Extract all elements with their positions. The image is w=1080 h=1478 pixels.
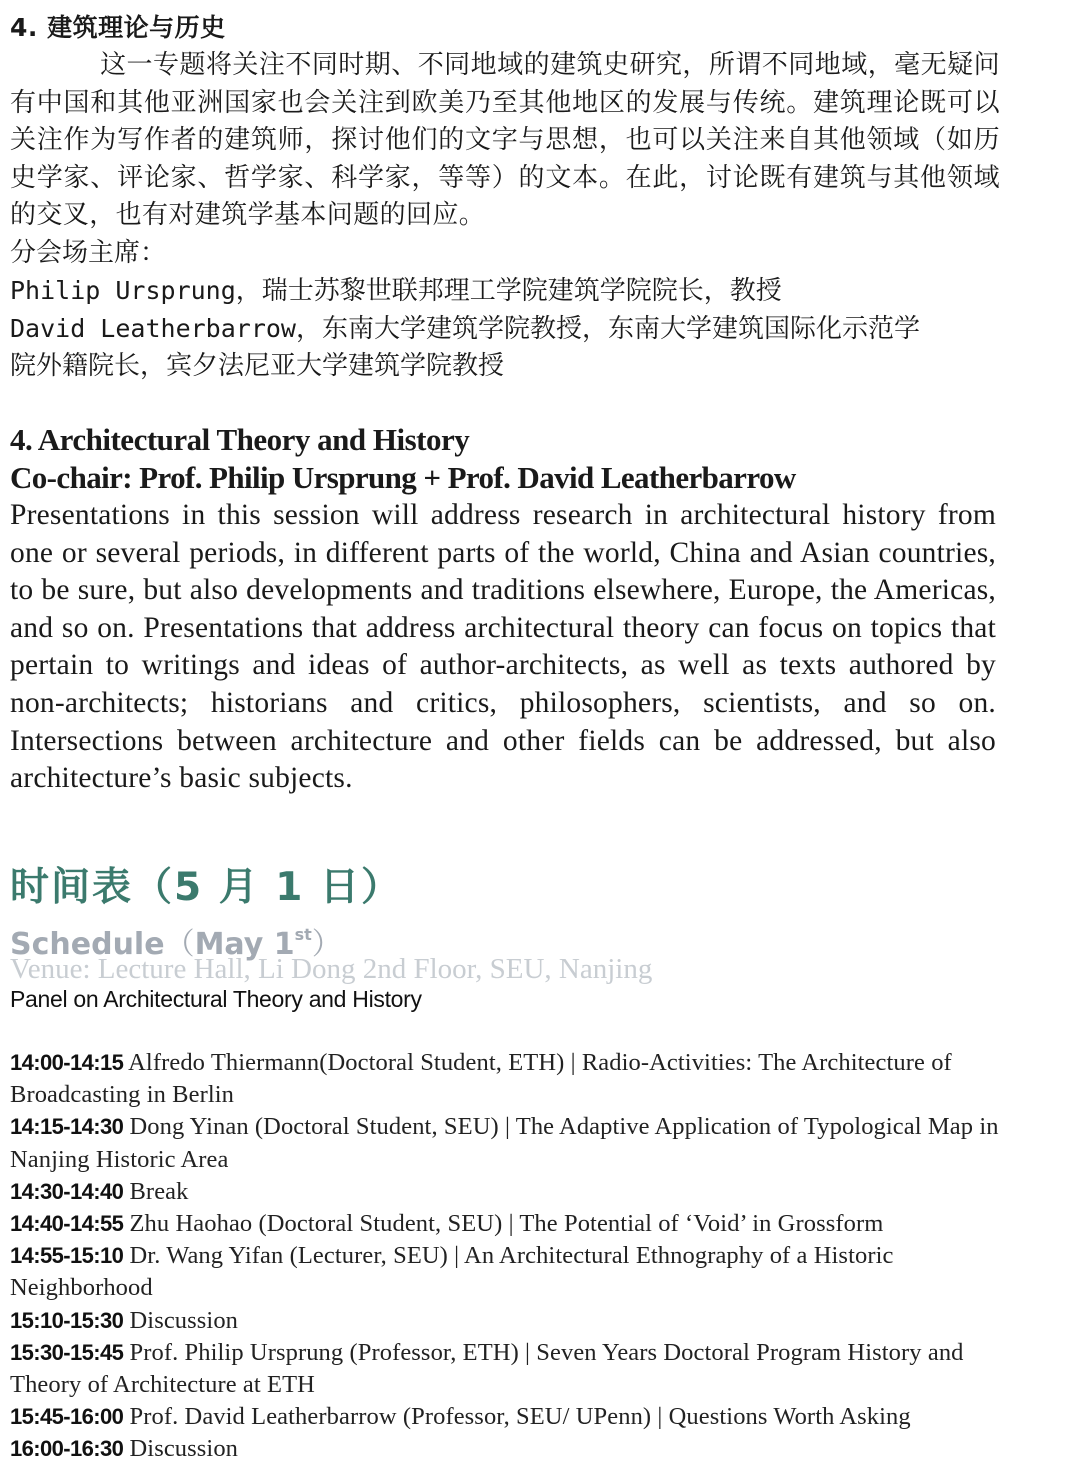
schedule-time: 14:30-14:40 <box>10 1178 124 1204</box>
schedule-time: 15:10-15:30 <box>10 1307 124 1333</box>
schedule-desc: Dr. Wang Yifan (Lecturer, SEU) | An Architectural Ethnography of a Historic Neighborhood <box>10 1242 894 1302</box>
schedule-time: 14:40-14:55 <box>10 1211 124 1237</box>
venue-line: Venue: Lecture Hall, Li Dong 2nd Floor, SEU, Nanjing <box>10 953 653 985</box>
zh-paragraph-text: 这一专题将关注不同时期、不同地域的建筑史研究，所谓不同地域，毫无疑问有中国和其他亚洲国家也会关注到欧美乃至其他地区的发展与传统。建筑理论既可以关注作为写作者的建筑师，探讨他们的文字与思想，也可以关注来自其他领域（如历史学家、评论家、哲学家、科学家，等等）的文本。在此，讨论既有建筑与其他领域的交叉，也有对建筑学基本问题的回应。 <box>10 50 1000 230</box>
schedule-list <box>10 1047 1010 1466</box>
zh-section-paragraph <box>10 47 1000 235</box>
panel-title: Panel on Architectural Theory and History <box>10 986 422 1012</box>
schedule-time: 14:55-15:10 <box>10 1243 124 1269</box>
en-section-paragraph: Presentations in this session will address research in architectural history from one or several periods, in different parts of the world, China and Asian countries, to be sure, but also developments and traditions elsewhere, Europe, the Americas, and so on. Presentations that address architectural theory can focus on topics that pertain to writings and ideas of author-architects, as well as texts authored by non-architects; historians and critics, philosophers, scientists, and so on. Intersections between architecture and other fields can be addressed, but also architecture’s basic subjects. <box>10 499 996 795</box>
chair2-title: ，东南大学建筑学院教授，东南大学建筑国际化示范学 <box>295 314 920 344</box>
schedule-title-en-date: May 1 <box>194 927 295 962</box>
schedule-title-en-close: ） <box>311 927 342 962</box>
schedule-desc: Prof. David Leatherbarrow (Professor, SEU/ UPenn) | Questions Worth Asking <box>123 1403 911 1431</box>
schedule-desc: Discussion <box>123 1435 239 1463</box>
chair1-title: ，瑞士苏黎世联邦理工学院建筑学院院长，教授 <box>235 276 782 306</box>
schedule-item <box>10 1305 1010 1337</box>
schedule-item <box>10 1401 1010 1433</box>
zh-chairs-label: 分会场主席： <box>10 238 167 268</box>
schedule-time: 15:45-16:00 <box>10 1404 124 1430</box>
schedule-desc: Zhu Haohao (Doctoral Student, SEU) | The Potential of ‘Void’ in Grossform <box>123 1210 884 1238</box>
zh-chair-1 <box>10 272 1010 311</box>
schedule-item <box>10 1208 1010 1240</box>
schedule-title-en-sup: st <box>294 925 312 944</box>
schedule-time: 16:00-16:30 <box>10 1436 124 1462</box>
zh-section-title: 4. 建筑理论与历史 <box>10 13 226 42</box>
schedule-title-en-open: （ <box>164 927 195 962</box>
schedule-item <box>10 1047 1010 1111</box>
schedule-desc: Discussion <box>123 1306 239 1334</box>
zh-chair-2-continued <box>10 347 1010 386</box>
schedule-desc: Prof. Philip Ursprung (Professor, ETH) | Seven Years Doctoral Program History and Theory of Architecture at ETH <box>10 1338 964 1399</box>
schedule-time: 15:30-15:45 <box>10 1339 124 1365</box>
schedule-item <box>10 1111 1010 1175</box>
schedule-time: 14:00-14:15 <box>10 1050 124 1075</box>
schedule-desc: Break <box>123 1177 189 1205</box>
schedule-item <box>10 1337 1010 1401</box>
schedule-desc: Alfredo Thiermann(Doctoral Student, ETH) | Radio-Activities: The Architecture of Broadcasting in Berlin <box>10 1049 952 1109</box>
chair2-title-cont: 院外籍院长，宾夕法尼亚大学建筑学院教授 <box>10 351 505 381</box>
schedule-item <box>10 1433 1010 1465</box>
schedule-desc: Dong Yinan (Doctoral Student, SEU) | The Adaptive Application of Typological Map in Nanjing Historic Area <box>10 1113 999 1173</box>
chair2-name: David Leatherbarrow <box>10 314 296 343</box>
zh-chair-2 <box>10 310 1010 349</box>
schedule-title-en-main: Schedule <box>10 927 165 962</box>
chair1-name: Philip Ursprung <box>10 276 236 305</box>
en-section-title: 4. Architectural Theory and History <box>10 422 470 457</box>
en-cochair-line: Co-chair: Prof. Philip Ursprung + Prof. David Leatherbarrow <box>10 460 796 495</box>
schedule-title-zh: 时间表（5 月 1 日） <box>10 865 403 910</box>
schedule-time: 14:15-14:30 <box>10 1114 124 1140</box>
schedule-item <box>10 1240 1010 1304</box>
schedule-item <box>10 1176 1010 1208</box>
